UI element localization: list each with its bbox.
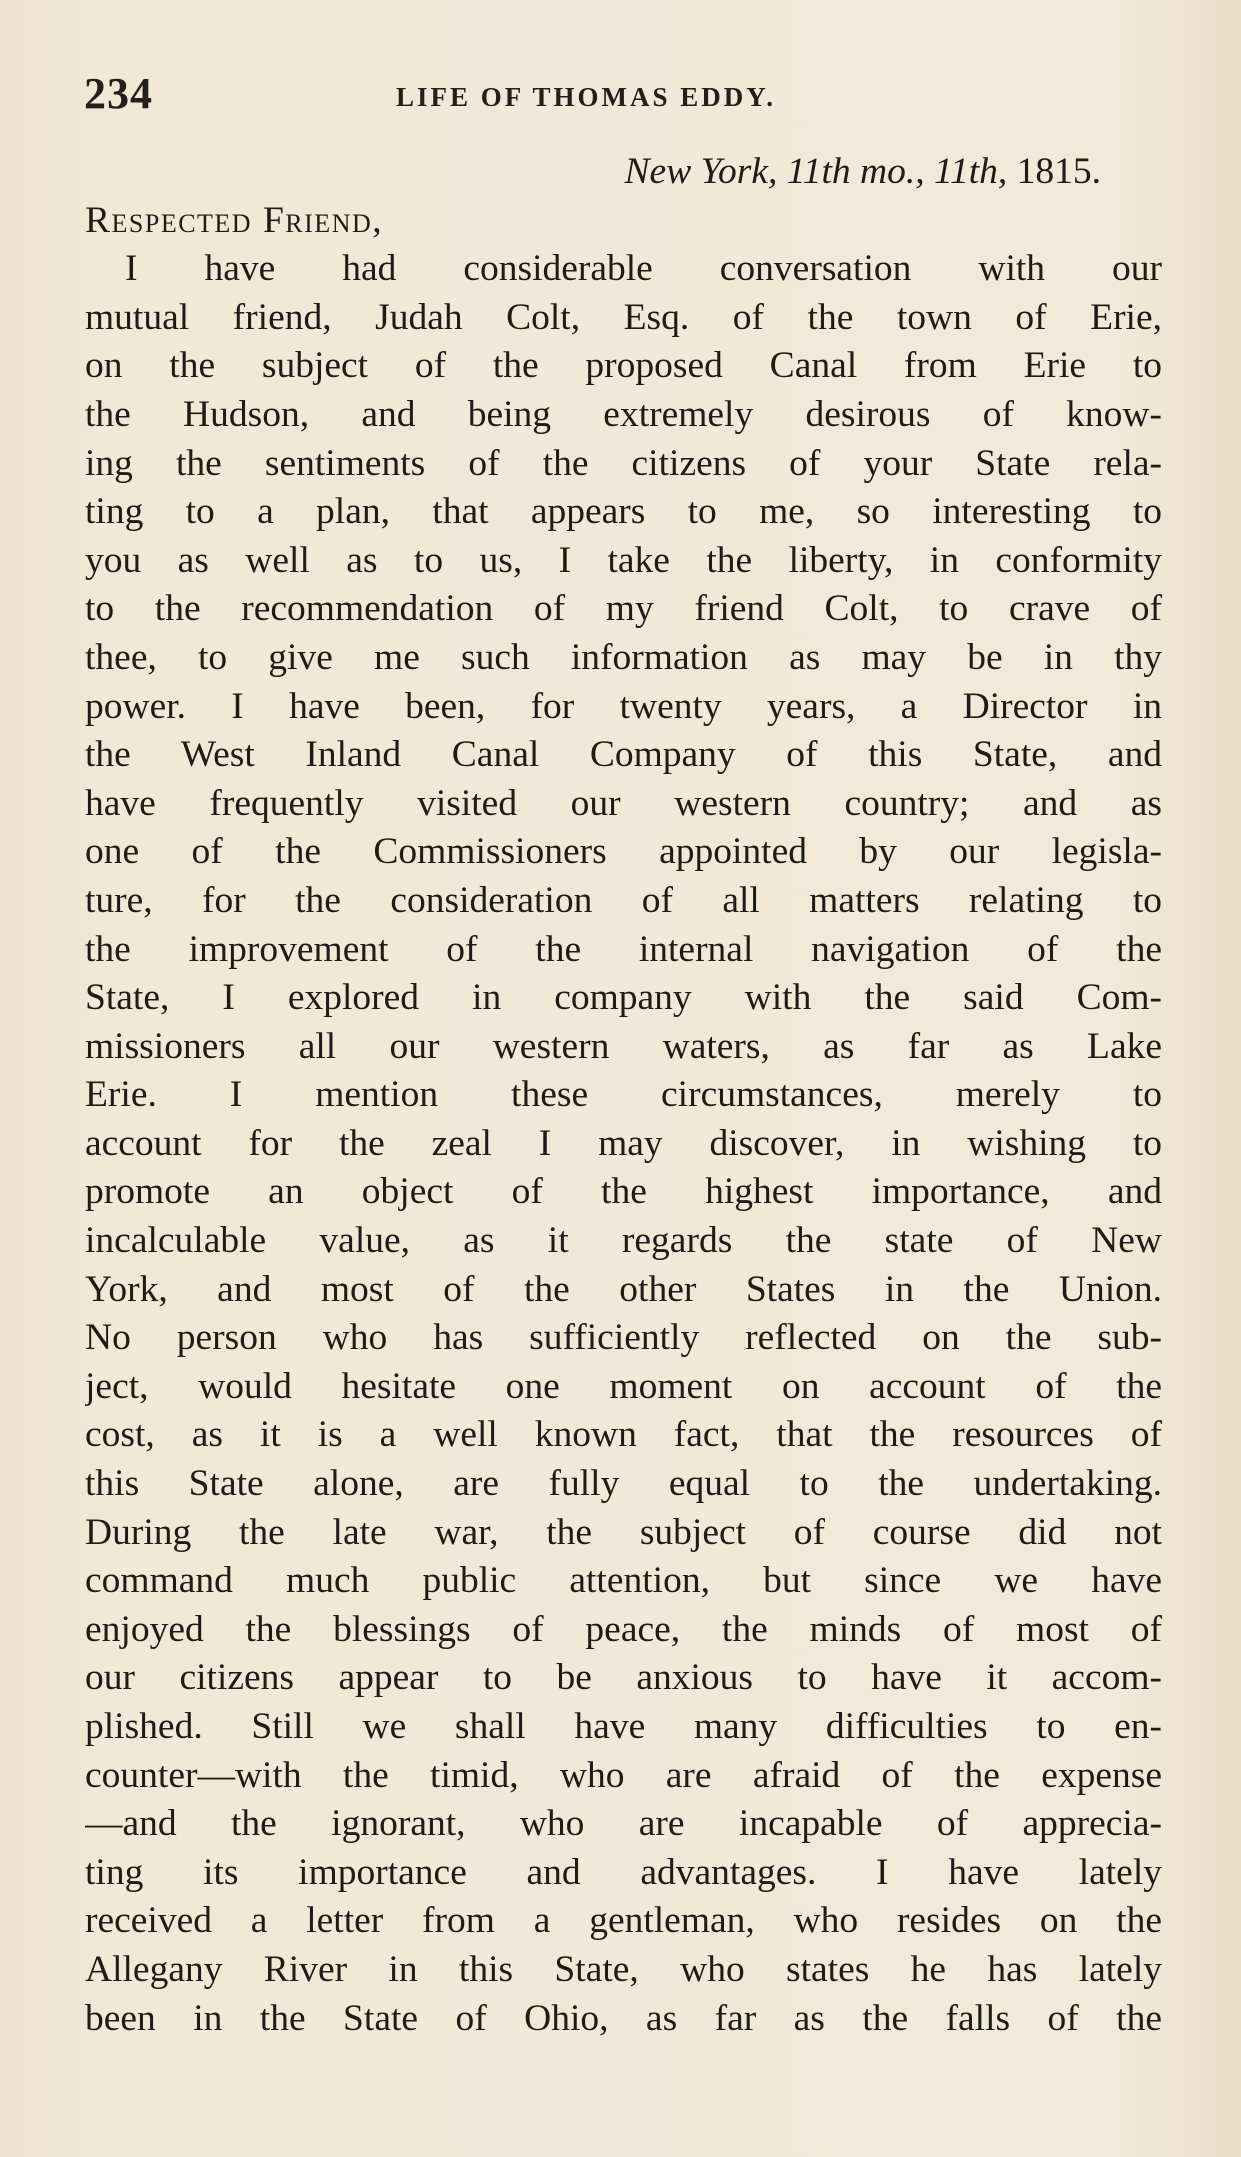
text-line: command much public attention, but since we have bbox=[85, 1560, 1162, 1602]
text-line: ture, for the consideration of all matters relating to bbox=[85, 879, 1162, 921]
text-line: ject, would hesitate one moment on account of the bbox=[85, 1365, 1162, 1407]
letter-salutation: Respected Friend, bbox=[85, 199, 384, 241]
text-line: ting to a plan, that appears to me, so interesting to bbox=[85, 491, 1162, 533]
text-line: you as well as to us, I take the liberty, in conformity bbox=[85, 539, 1162, 581]
text-line: on the subject of the proposed Canal from Erie to bbox=[85, 345, 1162, 387]
text-line: the Hudson, and being extremely desirous of know- bbox=[85, 393, 1162, 435]
letter-dateline bbox=[85, 148, 1162, 197]
text-line: incalculable value, as it regards the state of New bbox=[85, 1220, 1162, 1262]
text-line: York, and most of the other States in the Union. bbox=[85, 1268, 1162, 1310]
text-line: our citizens appear to be anxious to have it accom- bbox=[85, 1657, 1162, 1699]
text-line: ing the sentiments of the citizens of your State rela- bbox=[85, 442, 1162, 484]
text-line: plished. Still we shall have many difficulties to en- bbox=[85, 1706, 1162, 1747]
text-line: this State alone, are fully equal to the undertaking. bbox=[85, 1463, 1162, 1505]
letter-body bbox=[85, 148, 1162, 2043]
text-line: During the late war, the subject of course did not bbox=[85, 1511, 1162, 1553]
text-line: —and the ignorant, who are incapable of apprecia- bbox=[85, 1803, 1162, 1845]
text-line: been in the State of Ohio, as far as the falls of the bbox=[85, 1997, 1162, 2039]
text-line: I have had considerable conversation with our bbox=[125, 248, 1162, 290]
running-title: LIFE OF THOMAS EDDY. bbox=[396, 82, 777, 112]
text-line: missioners all our western waters, as far as Lake bbox=[85, 1025, 1162, 1067]
dateline-place: New York, bbox=[624, 151, 778, 192]
text-line: cost, as it is a well known fact, that the resources of bbox=[85, 1414, 1162, 1456]
text-line: counter—with the timid, who are afraid of the expense bbox=[85, 1754, 1162, 1796]
text-line: mutual friend, Judah Colt, Esq. of the town of Erie, bbox=[85, 296, 1162, 338]
text-line: promote an object of the highest importance, and bbox=[85, 1171, 1162, 1213]
text-line: the improvement of the internal navigation of the bbox=[85, 928, 1162, 970]
text-line: enjoyed the blessings of peace, the minds of most of bbox=[85, 1608, 1162, 1650]
dateline-day: 11th mo., bbox=[786, 151, 925, 192]
text-line: account for the zeal I may discover, in wishing to bbox=[85, 1122, 1162, 1164]
dateline-year: 1815. bbox=[1016, 151, 1101, 192]
text-line: State, I explored in company with the said Com- bbox=[85, 977, 1162, 1019]
page-number: 234 bbox=[84, 69, 153, 118]
running-head bbox=[84, 68, 1164, 128]
text-line: Erie. I mention these circumstances, merely to bbox=[85, 1074, 1162, 1116]
text-line: have frequently visited our western country; and as bbox=[85, 782, 1162, 824]
text-line: power. I have been, for twenty years, a Director in bbox=[85, 685, 1162, 727]
text-line: thee, to give me such information as may be in thy bbox=[85, 636, 1162, 678]
text-line: Allegany River in this State, who states he has lately bbox=[85, 1948, 1162, 1990]
text-line: No person who has sufficiently reflected on the sub- bbox=[85, 1317, 1162, 1359]
text-line: ting its importance and advantages. I have lately bbox=[85, 1851, 1162, 1893]
text-line: received a letter from a gentleman, who resides on the bbox=[85, 1900, 1162, 1942]
letter-text-lines bbox=[85, 245, 1162, 2043]
text-line: the West Inland Canal Company of this State, and bbox=[85, 734, 1162, 776]
text-line: one of the Commissioners appointed by our legisla- bbox=[85, 831, 1162, 873]
text-line: to the recommendation of my friend Colt, to crave of bbox=[85, 588, 1162, 630]
dateline-date: 11th, bbox=[933, 151, 1008, 192]
